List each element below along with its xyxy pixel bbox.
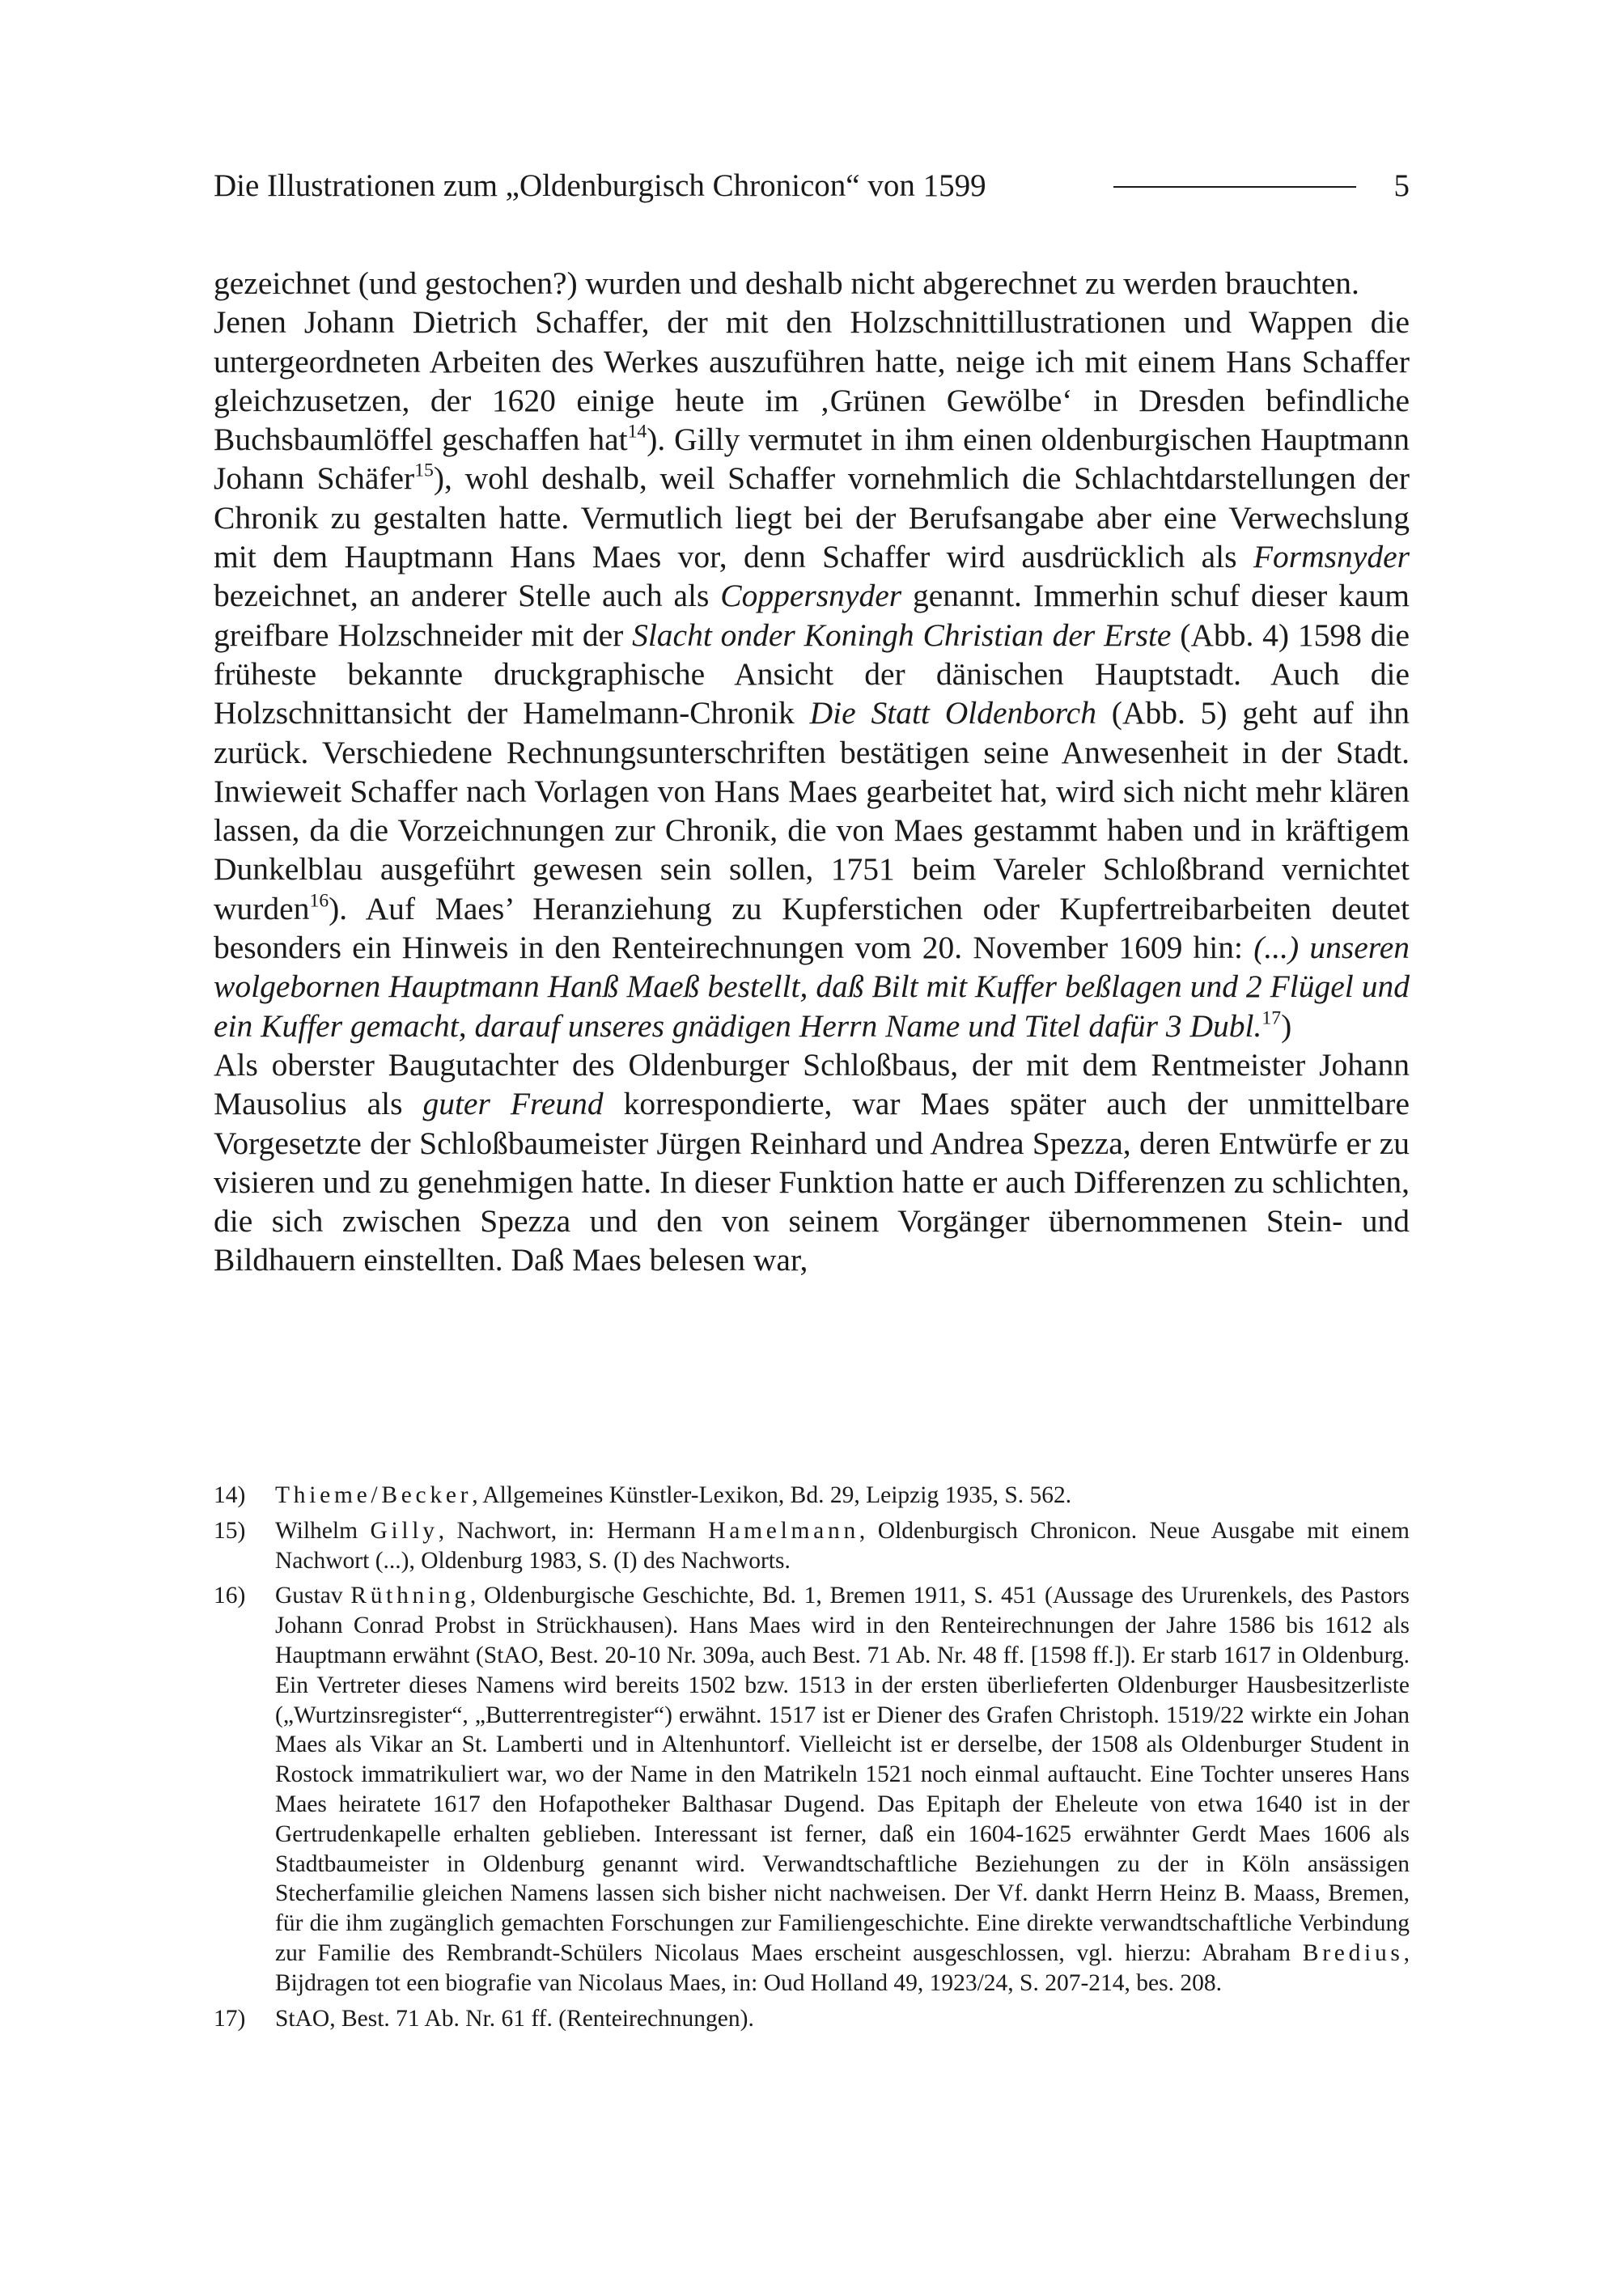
text-run: genannt. Immerhin schuf dieser kaum greifbare Holzschneider mit der: [214, 578, 1410, 653]
text-run: ). Gilly vermutet in ihm einen oldenburgischen Hauptmann Johann Schäfer: [214, 422, 1410, 497]
footnote: [214, 1516, 1410, 1576]
text-run: , Oldenburgische Geschichte, Bd. 1, Bremen 1911, S. 451 (Aussage des Ururenkels, des Pastors Johann Conrad Probst in Strückhausen). Hans Maes wird in den Renteirechnungen der Jahre 1586 bis 1612 als Hauptmann erwähnt (StAO, Best. 20-10 Nr. 309a, auch Best. 71 Ab. Nr. 48 ff. [1598 ff.]). Er starb 1617 in Oldenburg. Ein Vertreter dieses Namens wird bereits 1502 bzw. 1513 in der ersten überlieferten Oldenburger Hausbesitzerliste („Wurtzinsregister“, „Butterrentregister“) erwähnt. 1517 ist er Diener des Grafen Christoph. 1519/22 wirkte ein Johan Maes als Vikar an St. Lamberti und in Altenhuntorf. Vielleicht ist er derselbe, der 1508 als Oldenburger Student in Rostock immatrikuliert war, wo der Name in den Matrikeln 1521 noch einmal auftaucht. Eine Tochter unseres Hans Maes heiratete 1617 den Hofapotheker Balthasar Dugend. Das Epitaph der Eheleute von etwa 1640 ist in der Gertrudenkapelle erhalten geblieben. Interessant ist ferner, daß ein 1604-1625 erwähnter Gerdt Maes 1606 als Stadtbaumeister in Oldenburg genannt wird. Verwandtschaftliche Beziehungen zu der in Köln ansässigen Stecherfamilie gleichen Namens lassen sich bisher nicht nachweisen. Der Vf. dankt Herrn Heinz B. Maass, Bremen, für die ihm zugänglich gemachten Forschungen zur Familiengeschichte. Eine direkte verwandtschaftliche Verbindung zur Familie des Rembrandt-Schülers Nicolaus Maes erscheint ausgeschlossen, vgl. hierzu: Abraham: [275, 1583, 1410, 1966]
running-header: [214, 162, 1410, 210]
footnote-reference: 17: [1261, 1007, 1282, 1029]
body-text: [214, 264, 1410, 1280]
footnote: [214, 1481, 1410, 1511]
running-title: Die Illustrationen zum „Oldenburgisch Chronicon“ von 1599: [214, 168, 986, 203]
text-run: bezeichnet, an anderer Stelle auch als: [214, 578, 721, 614]
italic-text: Slacht onder Koningh Christian der Erste: [632, 617, 1172, 653]
text-run: , Oldenburgisch Chronicon. Neue Ausgabe mit einem Nachwort (...), Oldenburg 1983, S. (I) des Nachworts.: [275, 1517, 1410, 1574]
text-run: , Allgemeines Künstler-Lexikon, Bd. 29, Leipzig 1935, S. 562.: [472, 1482, 1072, 1508]
header-rule: [1113, 186, 1356, 188]
text-run: Gustav: [275, 1583, 351, 1609]
footnote-reference: 15: [414, 460, 434, 482]
text-run: (Abb. 4) 1598 die früheste bekannte druckgraphische Ansicht der dänischen Hauptstadt. Auch die Holzschnittansicht der Hamelmann-Chronik: [214, 617, 1410, 731]
footnote: [214, 2004, 1410, 2034]
text-run: ), wohl deshalb, weil Schaffer vornehmlich die Schlachtdarstellungen der Chronik zu gestalten hatte. Vermutlich liegt bei der Berufsangabe aber eine Verwechslung mit dem Hauptmann Hans Maes vor, denn Schaffer wird ausdrücklich als: [214, 460, 1410, 575]
text-run: ). Auf Maes’ Heranziehung zu Kupferstichen oder Kupfertreibarbeiten deutet besonders ein Hinweis in den Renteirechnungen vom 20. November 1609 hin:: [214, 890, 1410, 966]
footnote-reference: 16: [309, 890, 329, 912]
text-run: korrespondierte, war Maes später auch der unmittelbare Vorgesetzte der Schloßbaumeister Jürgen Reinhard und Andrea Spezza, deren Entwürfe er zu visieren und zu genehmigen hatte. In dieser Funktion hatte er auch Differenzen zu schlichten, die sich zwischen Spezza und den von seinem Vorgänger übernommenen Stein- und Bildhauern einstellten. Daß Maes belesen war,: [214, 1086, 1410, 1278]
text-run: , Bijdragen tot een biografie van Nicolaus Maes, in: Oud Holland 49, 1923/24, S. 207-214, bes. 208.: [275, 1939, 1410, 1996]
text-run: , Nachwort, in: Hermann: [438, 1517, 709, 1544]
footnote-text: [275, 2006, 754, 2032]
text-run: Jenen Johann Dietrich Schaffer, der mit den Holzschnittillustrationen und Wappen die untergeordneten Arbeiten des Werkes auszuführen hatte, neige ich mit einem Hans Schaffer gleichzusetzen, der 1620 einige heute im ‚Grünen Gewölbe‘ in Dresden befindliche Buchsbaumlöffel geschaffen hat: [214, 304, 1410, 458]
footnote-number: 15): [214, 1517, 246, 1544]
text-run: Als oberster Baugutachter des Oldenburger Schloßbaus, der mit dem Rentmeister Johann Mausolius als: [214, 1046, 1410, 1122]
text-run: gezeichnet (und gestochen?) wurden und deshalb nicht abgerechnet zu werden brauchten.: [214, 265, 1359, 301]
paragraph: [214, 264, 1410, 303]
footnote-text: [275, 1518, 1410, 1574]
author-name: Gilly: [370, 1517, 439, 1544]
footnote-number: 14): [214, 1482, 246, 1508]
footnote-text: [275, 1583, 1410, 1995]
author-name: Rüthning: [350, 1583, 470, 1609]
page-number: 5: [1393, 168, 1410, 203]
text-run: (Abb. 5) geht auf ihn zurück. Verschiedene Rechnungsunterschriften bestätigen seine Anwesenheit in der Stadt. Inwieweit Schaffer nach Vorlagen von Hans Maes gearbeitet hat, wird sich nicht mehr klären lassen, da die Vorzeichnungen zur Chronik, die von Maes gestammt haben und in kräftigem Dunkelblau ausgeführt gewesen sein sollen, 1751 beim Vareler Schloßbrand vernichtet wurden: [214, 695, 1410, 926]
italic-text: Die Statt Oldenborch: [809, 695, 1096, 731]
footnote-text: [275, 1482, 1071, 1508]
text-run: StAO, Best. 71 Ab. Nr. 61 ff. (Renteirechnungen).: [275, 2005, 754, 2032]
footnotes: [214, 1481, 1410, 2039]
author-name: Hamelmann: [708, 1517, 859, 1544]
footnote-reference: 14: [627, 421, 647, 443]
footnote-number: 17): [214, 2005, 246, 2032]
author-name: Thieme/Becker: [275, 1482, 473, 1508]
text-run: ): [1281, 1007, 1292, 1044]
author-name: Bredius: [1302, 1939, 1404, 1966]
italic-text: guter Freund: [422, 1086, 604, 1122]
italic-text: (...) unseren wolgebornen Hauptmann Hanß Maeß bestellt, daß Bilt mit Kuffer beßlagen und 2 Flügel und ein Kuffer gemacht, darauf unseres gnädigen Herrn Name und Titel dafür 3 Dubl.: [214, 930, 1410, 1044]
text-run: Wilhelm: [275, 1517, 371, 1544]
footnote-number: 16): [214, 1583, 246, 1609]
italic-text: Formsnyder: [1253, 539, 1410, 575]
paragraph: [214, 1045, 1410, 1280]
footnote: [214, 1581, 1410, 1998]
italic-text: Coppersnyder: [720, 578, 902, 614]
paragraph: [214, 303, 1410, 1045]
